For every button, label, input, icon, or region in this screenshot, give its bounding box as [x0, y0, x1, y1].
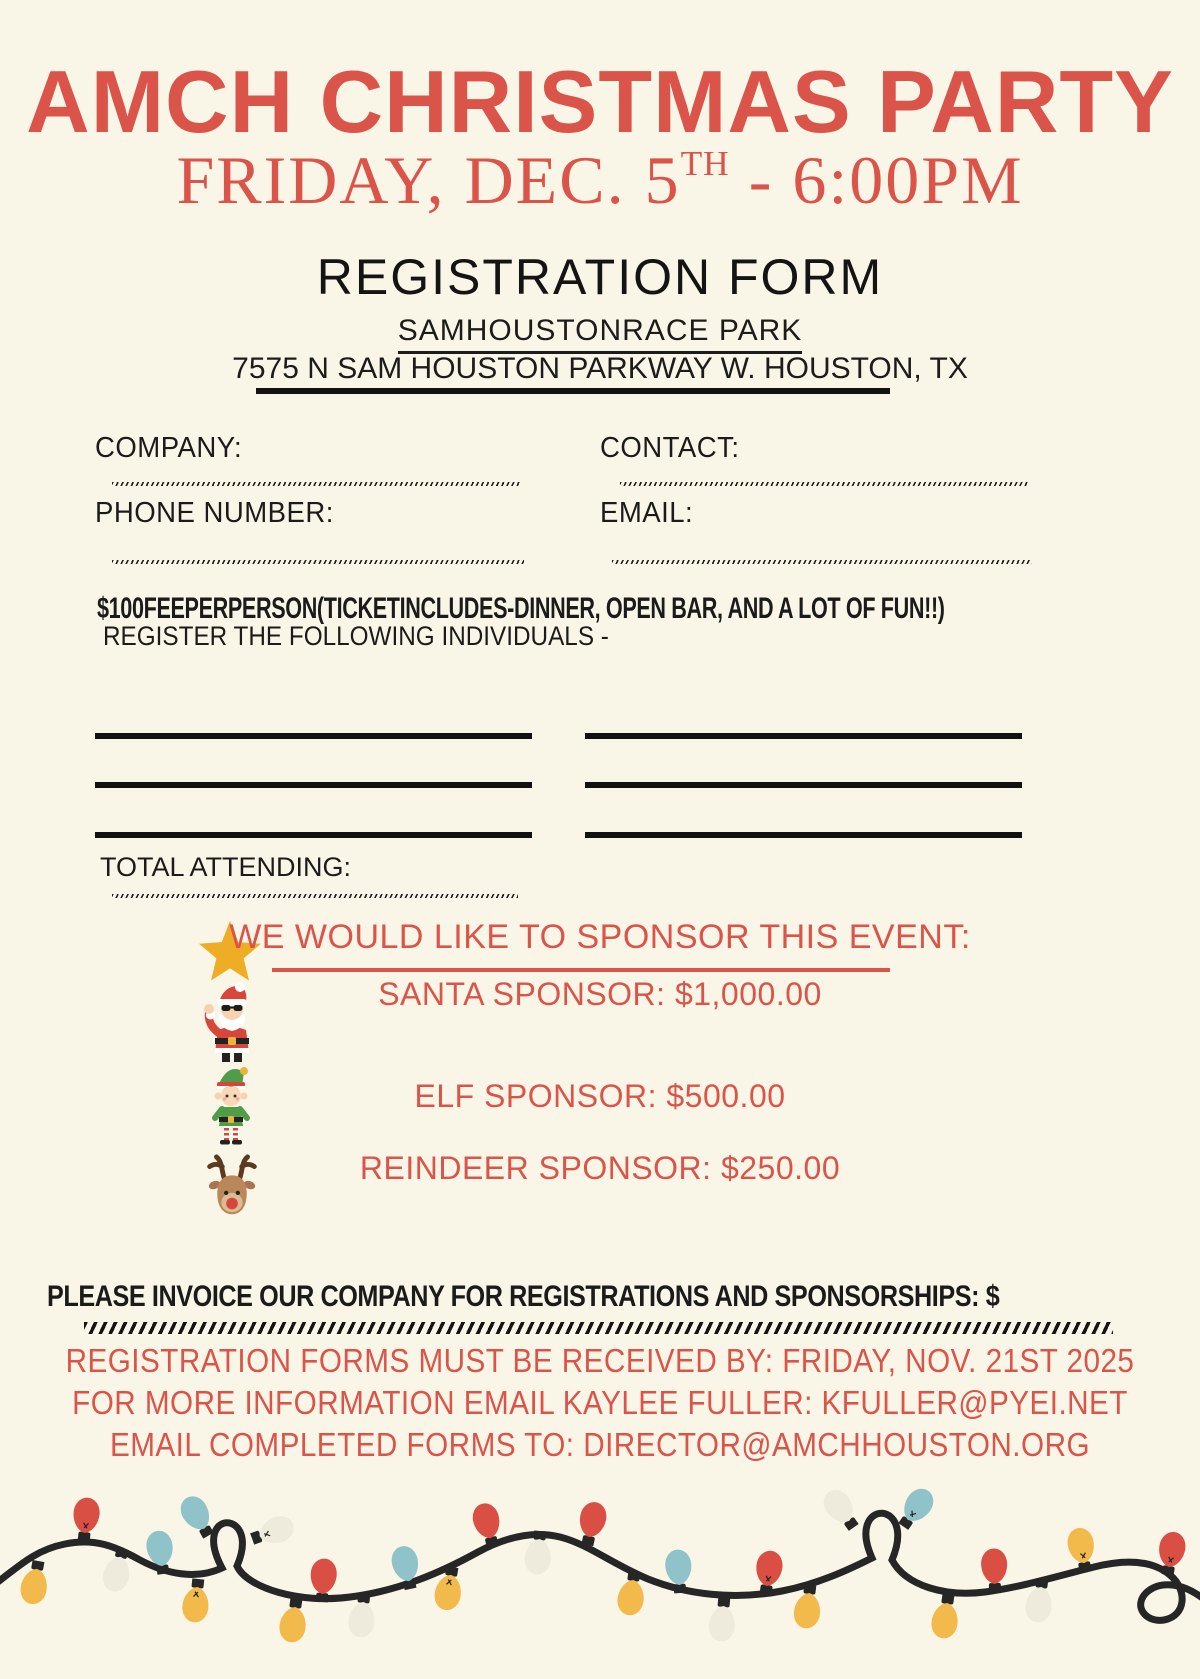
event-datetime: [0, 142, 1200, 218]
email-input-line[interactable]: [612, 560, 1032, 564]
total-attending-input-line[interactable]: [112, 894, 518, 898]
form-heading: REGISTRATION FORM: [316, 249, 884, 305]
company-label: COMPANY:: [95, 432, 243, 464]
date-ordinal-superscript: TH: [680, 143, 730, 183]
page-title: AMCH CHRISTMAS PARTY: [26, 52, 1174, 151]
string-lights-icon: [0, 1480, 1200, 1679]
invoice-line: PLEASE INVOICE OUR COMPANY FOR REGISTRATIONS AND SPONSORSHIPS: $: [47, 1280, 1000, 1313]
reindeer-sponsor-tier: REINDEER SPONSOR: $250.00: [359, 1150, 841, 1186]
phone-label: PHONE NUMBER:: [95, 497, 334, 529]
contact-note: FOR MORE INFORMATION EMAIL KAYLEE FULLER: KFULLER@PYEI.NET: [72, 1384, 1128, 1421]
venue-name-text: SAMHOUSTONRACE PARK: [398, 314, 803, 354]
attendee-line[interactable]: [585, 733, 1022, 739]
submission-note: EMAIL COMPLETED FORMS TO: DIRECTOR@AMCHHOUSTON.ORG: [109, 1426, 1091, 1463]
santa-sponsor-tier: SANTA SPONSOR: $1,000.00: [378, 976, 822, 1012]
attendee-line[interactable]: [95, 733, 532, 739]
phone-input-line[interactable]: [112, 560, 524, 564]
company-input-line[interactable]: [112, 482, 520, 486]
email-label: EMAIL:: [600, 497, 694, 529]
footer-divider: [84, 1322, 1113, 1334]
venue-address: 7575 N SAM HOUSTON PARKWAY W. HOUSTON, TX: [232, 352, 968, 385]
total-attending-label: TOTAL ATTENDING:: [100, 852, 352, 882]
register-individuals-line: REGISTER THE FOLLOWING INDIVIDUALS -: [103, 621, 609, 651]
contact-label: CONTACT:: [600, 432, 740, 464]
attendee-line[interactable]: [95, 782, 532, 788]
footer-notes: [0, 1340, 1200, 1466]
contact-input-line[interactable]: [620, 482, 1028, 486]
attendee-line[interactable]: [585, 832, 1022, 838]
fee-line: $100FEEPERPERSON(TICKETINCLUDES-DINNER, OPEN BAR, AND A LOT OF FUN!!): [97, 592, 945, 625]
venue-name: [0, 314, 1200, 354]
attendee-line[interactable]: [585, 782, 1022, 788]
event-time-text: - 6:00PM: [729, 142, 1024, 218]
deadline-note: REGISTRATION FORMS MUST BE RECEIVED BY: FRIDAY, NOV. 21ST 2025: [65, 1342, 1135, 1379]
address-underline-divider: [256, 388, 890, 394]
event-date-text: FRIDAY, DEC. 5: [176, 142, 681, 218]
sponsor-heading: WE WOULD LIKE TO SPONSOR THIS EVENT:: [229, 918, 971, 956]
attendee-line[interactable]: [95, 832, 532, 838]
sponsor-heading-underline: [272, 968, 890, 972]
elf-sponsor-tier: ELF SPONSOR: $500.00: [414, 1078, 786, 1114]
